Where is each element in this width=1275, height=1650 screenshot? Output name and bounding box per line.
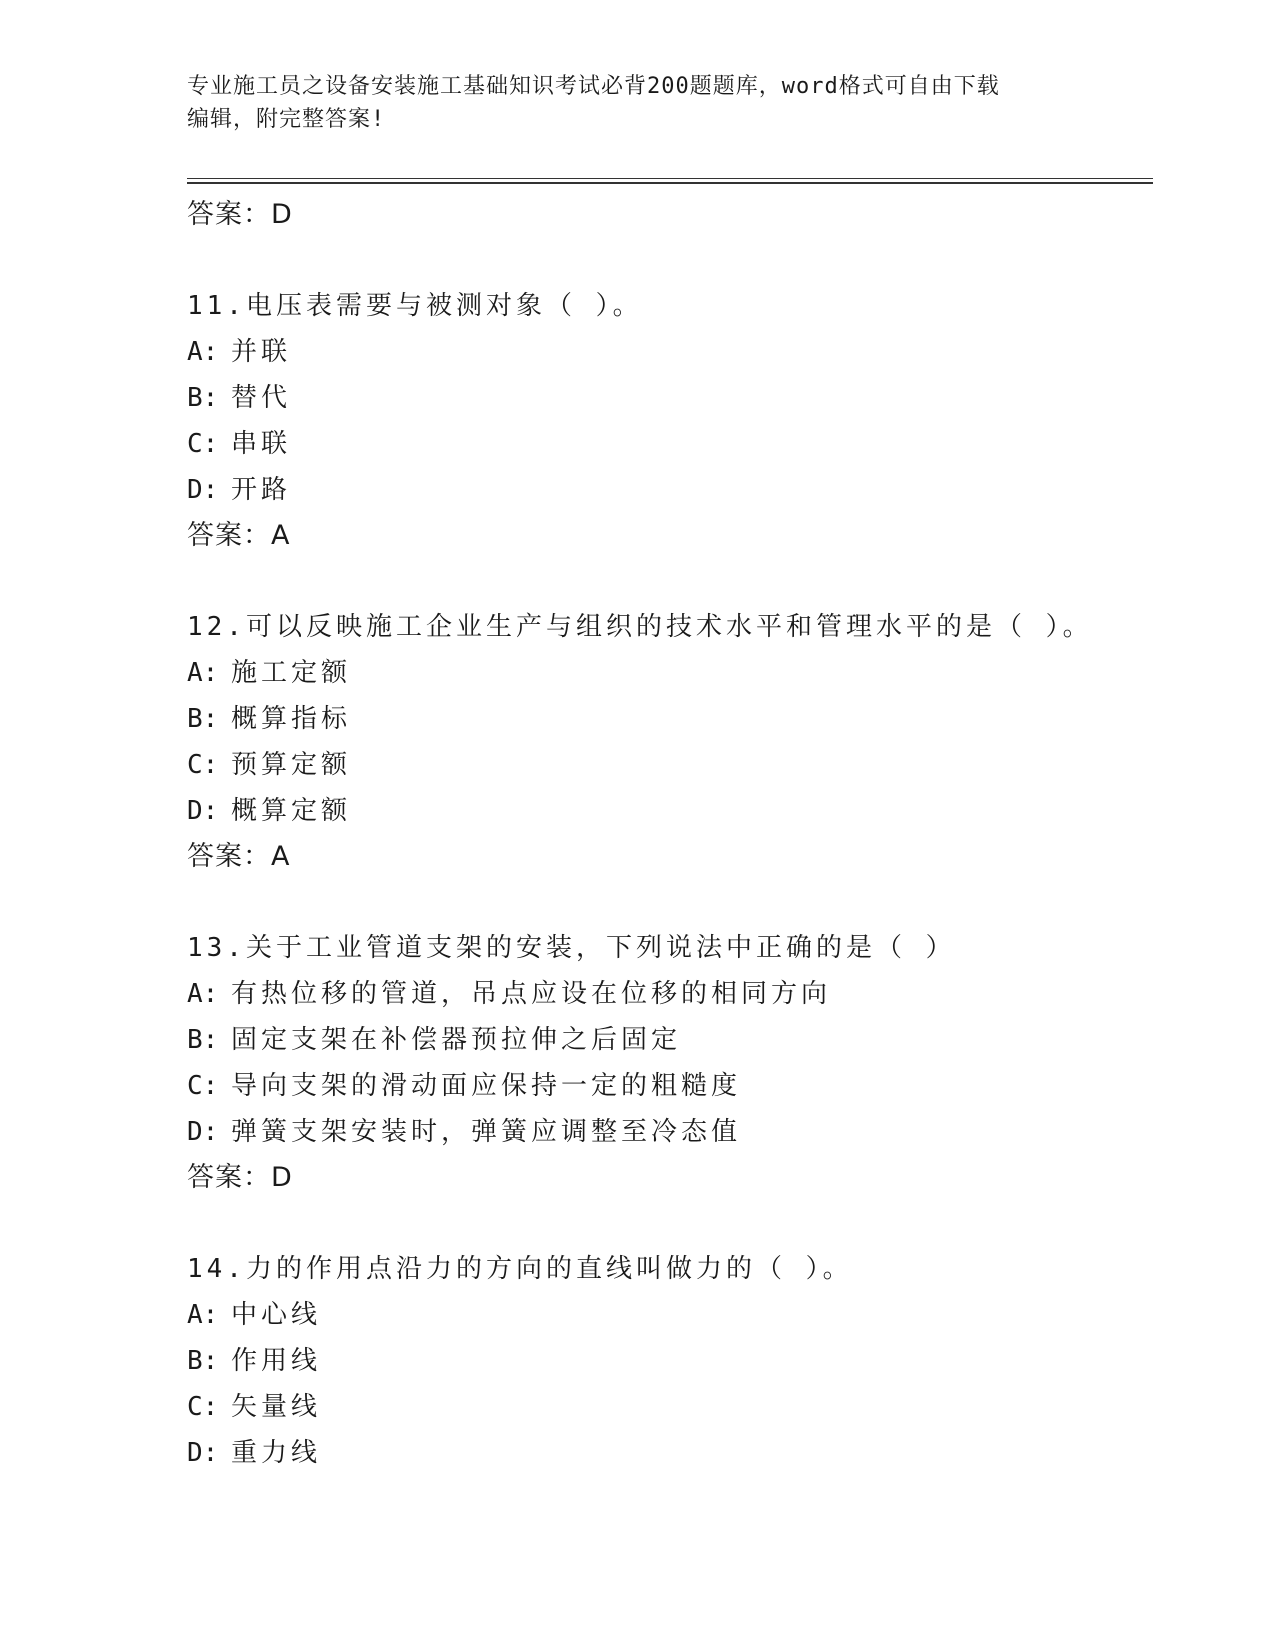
option-text: 预算定额 (231, 750, 352, 780)
question-stem: 11.电压表需要与被测对象（ ）。 (187, 291, 643, 321)
option-text: 并联 (231, 337, 292, 367)
answer-line: 答案：A (187, 841, 291, 872)
option-letter: B: (187, 383, 219, 413)
question-block (187, 925, 1153, 1201)
option-b (187, 696, 1153, 742)
question-stem: 12.可以反映施工企业生产与组织的技术水平和管理水平的是（ ）。 (187, 612, 1093, 642)
option-letter: B: (187, 704, 219, 734)
answer-line: 答案：A (187, 520, 291, 551)
option-text: 作用线 (231, 1346, 322, 1376)
option-text: 开路 (231, 475, 292, 505)
option-letter: D: (187, 796, 219, 826)
option-letter: A: (187, 337, 219, 367)
question-block (187, 1246, 1153, 1476)
option-letter: A: (187, 979, 219, 1009)
header-line-2: 编辑，附完整答案! (187, 107, 386, 132)
answer-line: 答案：D (187, 1162, 293, 1193)
option-text: 施工定额 (231, 658, 352, 688)
header-divider-thin (187, 178, 1153, 179)
option-c (187, 742, 1153, 788)
spacer (187, 559, 1153, 604)
option-b (187, 1338, 1153, 1384)
option-letter: C: (187, 429, 219, 459)
option-text: 弹簧支架安装时，弹簧应调整至冷态值 (231, 1117, 742, 1147)
option-letter: C: (187, 1392, 219, 1422)
option-letter: A: (187, 658, 219, 688)
question-block (187, 283, 1153, 559)
option-letter: D: (187, 1438, 219, 1468)
spacer (187, 880, 1153, 925)
option-d (187, 467, 1153, 513)
option-text: 重力线 (231, 1438, 322, 1468)
header-divider-thick (187, 182, 1153, 184)
option-letter: D: (187, 1117, 219, 1147)
question-stem: 13.关于工业管道支架的安装，下列说法中正确的是（ ） (187, 933, 956, 963)
option-c (187, 421, 1153, 467)
option-c (187, 1063, 1153, 1109)
option-text: 有热位移的管道，吊点应设在位移的相同方向 (231, 979, 832, 1009)
option-letter: C: (187, 750, 219, 780)
question-stem: 14.力的作用点沿力的方向的直线叫做力的（ ）。 (187, 1254, 853, 1284)
option-text: 中心线 (231, 1300, 322, 1330)
option-text: 矢量线 (231, 1392, 322, 1422)
option-text: 概算定额 (231, 796, 352, 826)
option-a (187, 329, 1153, 375)
option-a (187, 971, 1153, 1017)
option-letter: D: (187, 475, 219, 505)
option-letter: A: (187, 1300, 219, 1330)
spacer (187, 238, 1153, 283)
option-text: 固定支架在补偿器预拉伸之后固定 (231, 1025, 682, 1055)
option-d (187, 1430, 1153, 1476)
previous-answer: 答案：D (187, 199, 293, 230)
option-text: 导向支架的滑动面应保持一定的粗糙度 (231, 1071, 742, 1101)
option-letter: C: (187, 1071, 219, 1101)
document-header (187, 70, 1087, 136)
option-c (187, 1384, 1153, 1430)
option-a (187, 1292, 1153, 1338)
option-letter: B: (187, 1025, 219, 1055)
option-d (187, 1109, 1153, 1155)
option-text: 串联 (231, 429, 292, 459)
question-block (187, 604, 1153, 880)
option-letter: B: (187, 1346, 219, 1376)
option-text: 替代 (231, 383, 292, 413)
header-line-1: 专业施工员之设备安装施工基础知识考试必背200题题库，word格式可自由下载 (187, 74, 1000, 99)
option-text: 概算指标 (231, 704, 352, 734)
option-a (187, 650, 1153, 696)
spacer (187, 1201, 1153, 1246)
option-d (187, 788, 1153, 834)
question-list (187, 192, 1153, 1476)
option-b (187, 375, 1153, 421)
option-b (187, 1017, 1153, 1063)
